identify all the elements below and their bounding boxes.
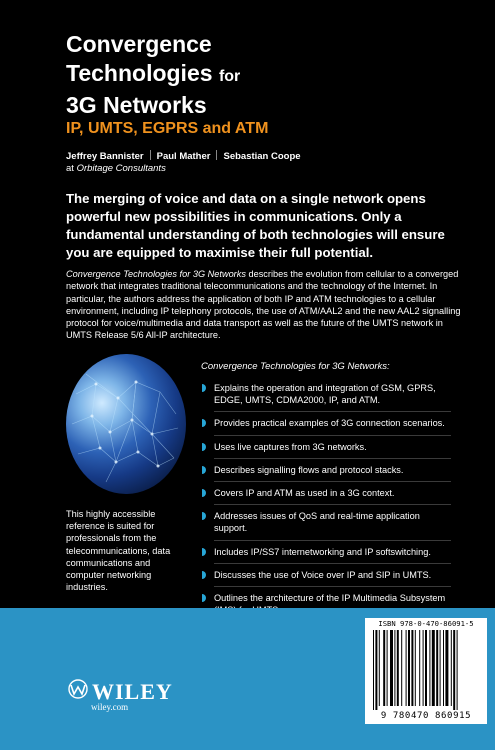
- bullet-icon: [202, 384, 206, 392]
- bullet-icon: [202, 489, 206, 497]
- bullet-icon: [202, 571, 206, 579]
- barcode-bars: [365, 618, 487, 724]
- barcode-bar: [390, 630, 393, 706]
- barcode-bar: [397, 630, 399, 706]
- divider: [214, 458, 451, 459]
- author-separator: [216, 150, 217, 160]
- audience-note: This highly accessible reference is suited for professionals from the telecommunications, data communications and computer networking industries.: [66, 509, 171, 593]
- feature-text: Explains the operation and integration of GSM, GPRS, EDGE, UMTS, CDMA2000, IP, and ATM.: [214, 383, 436, 406]
- barcode-bar: [415, 630, 416, 706]
- feature-item: [201, 487, 451, 505]
- barcode-bar: [408, 630, 410, 706]
- feature-item: [201, 417, 451, 435]
- barcode-bar: [406, 630, 407, 706]
- barcode-bar: [379, 630, 380, 706]
- author-name: Jeffrey Bannister: [66, 151, 144, 162]
- bullet-icon: [202, 594, 206, 602]
- isbn-label: ISBN 978-0-470-86091-5: [378, 619, 474, 628]
- bullet-icon: [202, 466, 206, 474]
- barcode-digits: 9 780470 860915: [380, 711, 472, 721]
- divider: [214, 411, 451, 412]
- barcode-bar: [401, 630, 402, 706]
- divider: [214, 540, 451, 541]
- bullet-icon: [202, 548, 206, 556]
- feature-text: Includes IP/SS7 internetworking and IP softswitching.: [214, 546, 431, 557]
- feature-list: [201, 382, 451, 616]
- feature-item: [201, 464, 451, 482]
- author-name: Sebastian Coope: [223, 151, 301, 162]
- title-line-1: Convergence: [66, 31, 212, 57]
- feature-text: Discusses the use of Voice over IP and SIP in UMTS.: [214, 569, 432, 580]
- barcode-bar: [443, 630, 444, 706]
- bullet-icon: [202, 512, 206, 520]
- feature-item: [201, 382, 451, 412]
- barcode-bar: [411, 630, 413, 706]
- barcode: [365, 618, 487, 724]
- author-affiliation: [66, 163, 166, 174]
- barcode-bar: [423, 630, 424, 706]
- title-line-2: [66, 59, 240, 91]
- barcode-bar: [457, 630, 458, 710]
- publisher-name: WILEY: [92, 679, 173, 704]
- description-italic-title: Convergence Technologies for 3G Networks: [66, 269, 246, 279]
- divider: [214, 481, 451, 482]
- barcode-bar: [394, 630, 395, 706]
- title-line-2-small: for: [218, 68, 241, 85]
- divider: [214, 586, 451, 587]
- feature-item: [201, 569, 451, 587]
- feature-item: [201, 441, 451, 459]
- bullet-icon: [202, 443, 206, 451]
- author-list: [66, 150, 301, 162]
- barcode-bar: [425, 630, 427, 706]
- barcode-bar: [387, 630, 388, 706]
- author-separator: [150, 150, 151, 160]
- barcode-bar: [453, 630, 455, 710]
- features-intro: Convergence Technologies for 3G Networks:: [201, 361, 390, 372]
- barcode-bar: [383, 630, 385, 706]
- barcode-bar: [445, 630, 448, 706]
- divider: [214, 504, 451, 505]
- feature-text: Outlines the architecture of the IP Multimedia Subsystem: [214, 593, 446, 604]
- network-globe-image: [66, 354, 186, 494]
- book-subtitle: IP, UMTS, EGPRS and ATM: [66, 120, 269, 137]
- barcode-bar: [375, 630, 377, 710]
- bullet-icon: [202, 419, 206, 427]
- feature-text: Addresses issues of QoS and real-time application support.: [214, 511, 420, 534]
- title-line-3: 3G Networks: [66, 92, 207, 118]
- description-paragraph: [66, 268, 466, 342]
- title-line-2-main: Technologies: [66, 60, 213, 86]
- feature-text: Provides practical examples of 3G connection scenarios.: [214, 418, 445, 429]
- publisher-url: wiley.com: [91, 702, 129, 712]
- feature-text: Describes signalling flows and protocol stacks.: [214, 464, 404, 475]
- barcode-bar: [451, 630, 452, 706]
- barcode-bar: [436, 630, 438, 706]
- barcode-bar: [419, 630, 420, 706]
- feature-text: Covers IP and ATM as used in a 3G context.: [214, 488, 395, 499]
- author-name: Paul Mather: [156, 151, 211, 162]
- feature-item: [201, 546, 451, 564]
- description-text: describes the evolution from cellular to a converged network that integrates traditional telecommunications and the technology of the Internet. In particular, the authors address the application of both IP and ATM technologies to a cellular environment, including IP telephony protocols, the use of ATM/AAL2 and the new AAL2 signalling protocol for voice/multimedia and data transport as well as the future of the UMTS network in UMTS Release 5/6 All-IP architecture.: [66, 269, 461, 341]
- feature-item: [201, 510, 451, 540]
- divider: [214, 563, 451, 564]
- barcode-bar: [373, 630, 374, 710]
- barcode-bar: [432, 630, 435, 706]
- affiliation-name: Orbitage Consultants: [76, 163, 166, 174]
- wiley-logo-icon: [66, 679, 90, 699]
- affiliation-prefix: at: [66, 163, 74, 174]
- globe-network-lines: [66, 354, 186, 494]
- lead-paragraph: The merging of voice and data on a single network opens powerful new possibilities in communications. Only a fundamental understanding of both technologies will ensure you are equipped to maximise their full potential.: [66, 191, 445, 260]
- barcode-bar: [429, 630, 430, 706]
- divider: [214, 435, 451, 436]
- feature-text: Uses live captures from 3G networks.: [214, 441, 367, 452]
- barcode-bar: [440, 630, 441, 706]
- book-title: [66, 30, 240, 120]
